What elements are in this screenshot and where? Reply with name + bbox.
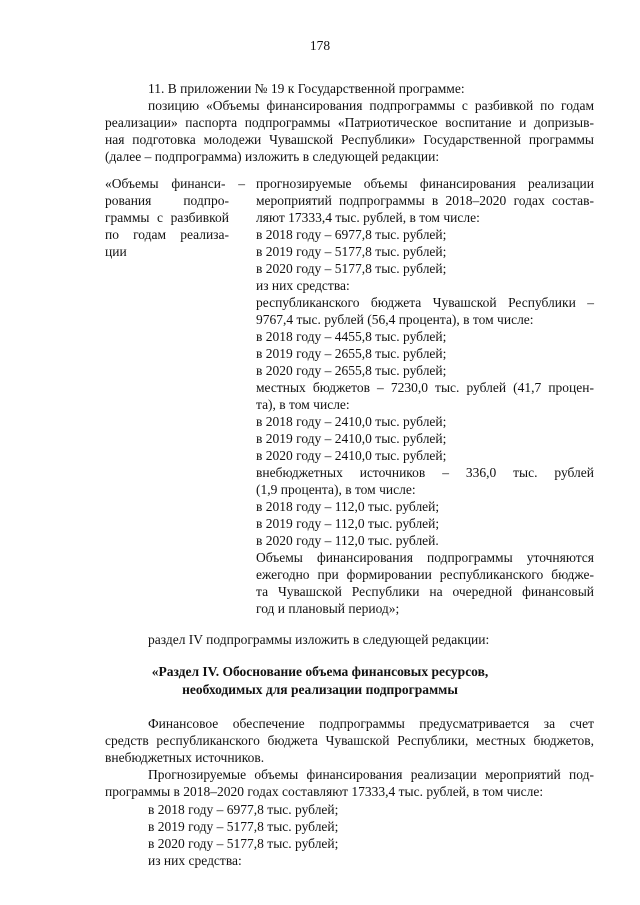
table-right-cell-line: (1,9 процента), в том числе: xyxy=(256,482,416,497)
body-paragraph-line: средств республиканского бюджета Чувашской Республики, местных бюджетов, xyxy=(105,733,594,748)
table-right-cell-line: в 2020 году – 2655,8 тыс. рублей; xyxy=(256,363,447,378)
table-right-cell-line: год и плановый период»; xyxy=(256,601,400,616)
body-paragraph-line: Финансовое обеспечение подпрограммы предусматривается за счет xyxy=(148,716,594,731)
page-number: 178 xyxy=(309,38,331,53)
table-right-cell-line: в 2020 году – 2410,0 тыс. рублей; xyxy=(256,448,447,463)
body-paragraph-line: программы в 2018–2020 годах составляют 17333,4 тыс. рублей, в том числе: xyxy=(105,784,544,799)
table-right-cell-line: мероприятий подпрограммы в 2018–2020 годах состав- xyxy=(256,193,594,208)
section-intro: раздел IV подпрограммы изложить в следующей редакции: xyxy=(148,632,490,647)
year-funding-line: в 2020 году – 5177,8 тыс. рублей; xyxy=(148,836,339,851)
table-right-cell-line: в 2019 году – 2655,8 тыс. рублей; xyxy=(256,346,447,361)
table-left-cell-line: рования подпро- xyxy=(105,193,229,208)
table-right-cell-line: в 2018 году – 4455,8 тыс. рублей; xyxy=(256,329,447,344)
intro-line: позицию «Объемы финансирования подпрограммы с разбивкой по годам xyxy=(148,98,594,113)
table-right-cell-line: в 2019 году – 112,0 тыс. рублей; xyxy=(256,516,440,531)
table-left-cell-line: «Объемы финанси- – xyxy=(105,176,245,191)
table-right-cell-line: в 2019 году – 2410,0 тыс. рублей; xyxy=(256,431,447,446)
table-left-cell-line: ции xyxy=(105,244,127,259)
section-heading: необходимых для реализации подпрограммы xyxy=(182,682,458,697)
table-right-cell-line: местных бюджетов – 7230,0 тыс. рублей (41,7 процен- xyxy=(256,380,594,395)
year-funding-line: из них средства: xyxy=(148,853,242,868)
year-funding-line: в 2019 году – 5177,8 тыс. рублей; xyxy=(148,819,339,834)
section-heading: «Раздел IV. Обоснование объема финансовых ресурсов, xyxy=(151,664,489,679)
table-right-cell-line: в 2020 году – 5177,8 тыс. рублей; xyxy=(256,261,447,276)
table-right-cell-line: в 2018 году – 112,0 тыс. рублей; xyxy=(256,499,440,514)
table-right-cell-line: из них средства: xyxy=(256,278,350,293)
table-right-cell-line: внебюджетных источников – 336,0 тыс. рублей xyxy=(256,465,594,480)
table-right-cell-line: та Чувашской Республики на очередной финансовый xyxy=(256,584,594,599)
year-funding-line: в 2018 году – 6977,8 тыс. рублей; xyxy=(148,802,339,817)
table-right-cell-line: 9767,4 тыс. рублей (56,4 процента), в том числе: xyxy=(256,312,534,327)
table-right-cell-line: в 2020 году – 112,0 тыс. рублей. xyxy=(256,533,439,548)
body-paragraph-line: Прогнозируемые объемы финансирования реализации мероприятий под- xyxy=(148,767,594,782)
table-right-cell-line: Объемы финансирования подпрограммы уточняются xyxy=(256,550,594,565)
table-right-cell-line: та), в том числе: xyxy=(256,397,350,412)
table-right-cell-line: ляют 17333,4 тыс. рублей, в том числе: xyxy=(256,210,480,225)
table-right-cell-line: республиканского бюджета Чувашской Республики – xyxy=(256,295,594,310)
table-right-cell-line: в 2019 году – 5177,8 тыс. рублей; xyxy=(256,244,447,259)
table-right-cell-line: прогнозируемые объемы финансирования реализации xyxy=(256,176,594,191)
table-right-cell-line: в 2018 году – 2410,0 тыс. рублей; xyxy=(256,414,447,429)
intro-line: ная подготовка молодежи Чувашской Республики» Государственной программы xyxy=(105,132,594,147)
table-left-cell-line: по годам реализа- xyxy=(105,227,229,242)
intro-line: реализации» паспорта подпрограммы «Патриотическое воспитание и допризыв- xyxy=(105,115,594,130)
table-right-cell-line: ежегодно при формировании республиканского бюдже- xyxy=(256,567,594,582)
body-paragraph-line: внебюджетных источников. xyxy=(105,750,265,765)
intro-line: (далее – подпрограмма) изложить в следующей редакции: xyxy=(105,149,440,164)
table-right-cell-line: в 2018 году – 6977,8 тыс. рублей; xyxy=(256,227,447,242)
intro-line: 11. В приложении № 19 к Государственной программе: xyxy=(148,81,465,96)
table-left-cell-line: граммы с разбивкой xyxy=(105,210,229,225)
